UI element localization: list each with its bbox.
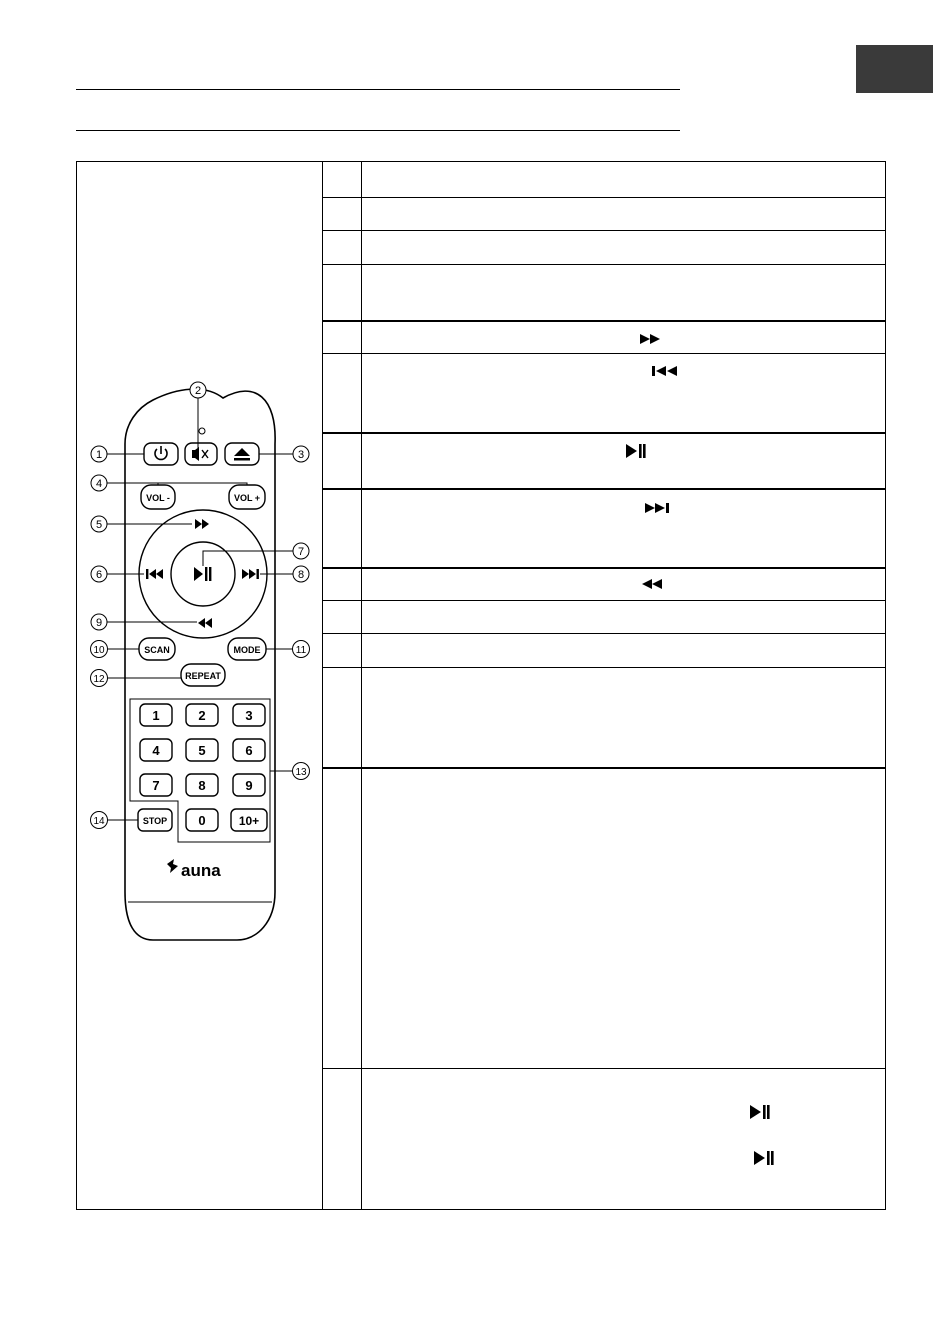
callout-3 — [293, 446, 309, 462]
row-divider — [323, 353, 885, 354]
remote-control-illustration — [77, 162, 323, 1211]
callout-1 — [91, 446, 107, 462]
digit-5-button[interactable] — [186, 739, 218, 761]
digit-2-button[interactable] — [186, 704, 218, 726]
callout-4 — [91, 475, 107, 491]
callout-11 — [293, 641, 310, 658]
row-divider — [323, 197, 885, 198]
svg-text:9: 9 — [95, 617, 103, 629]
svg-text:8: 8 — [297, 569, 305, 581]
callout-14 — [91, 812, 108, 829]
play-pause-icon — [753, 1150, 775, 1166]
row-divider — [323, 320, 885, 322]
controls-table — [76, 161, 886, 1210]
row-divider — [323, 1068, 885, 1069]
play-pause-icon — [625, 443, 647, 459]
svg-text:0: 0 — [198, 813, 206, 828]
fast-forward-icon — [638, 332, 664, 346]
play-pause-icon — [749, 1104, 771, 1120]
volume-up-button[interactable] — [229, 485, 265, 509]
scan-button[interactable] — [139, 638, 175, 660]
digit-0-button[interactable] — [186, 809, 218, 831]
svg-text:10: 10 — [93, 645, 105, 656]
row-divider — [323, 488, 885, 490]
row-divider — [323, 767, 885, 769]
svg-text:1: 1 — [95, 449, 103, 461]
repeat-label: REPEAT — [185, 671, 221, 681]
svg-text:2: 2 — [198, 708, 206, 723]
heading-rule-top — [76, 89, 680, 90]
volume-down-label: VOL - — [146, 493, 170, 503]
svg-text:2: 2 — [194, 385, 202, 397]
mode-button[interactable] — [228, 638, 266, 660]
stop-label: STOP — [142, 816, 168, 826]
row-divider — [323, 230, 885, 231]
volume-up-label: VOL + — [233, 493, 261, 503]
scan-label: SCAN — [144, 645, 170, 655]
svg-text:13: 13 — [295, 767, 307, 778]
ir-led-icon — [199, 428, 205, 434]
svg-text:1: 1 — [152, 708, 160, 723]
heading-rule-bottom — [76, 130, 680, 131]
callout-5 — [91, 516, 107, 532]
row-divider — [323, 633, 885, 634]
stop-button[interactable] — [138, 809, 172, 831]
digit-7-button[interactable] — [140, 774, 172, 796]
row-divider — [323, 432, 885, 434]
digit-3-button[interactable] — [233, 704, 265, 726]
svg-text:3: 3 — [297, 449, 305, 461]
svg-text:6: 6 — [245, 743, 253, 758]
row-divider — [323, 567, 885, 569]
svg-text:6: 6 — [95, 569, 103, 581]
callout-7 — [293, 543, 309, 559]
row-divider — [323, 667, 885, 668]
digit-9-button[interactable] — [233, 774, 265, 796]
svg-text:10+: 10+ — [238, 814, 260, 828]
repeat-button[interactable] — [181, 664, 225, 686]
svg-text:7: 7 — [297, 546, 305, 558]
remote-illustration-cell — [77, 162, 323, 1209]
eject-button[interactable] — [225, 443, 259, 465]
svg-text:11: 11 — [295, 645, 307, 656]
callout-6 — [91, 566, 107, 582]
digit-10-plus-button[interactable] — [231, 809, 267, 831]
previous-track-icon — [651, 364, 683, 378]
callout-10 — [91, 641, 108, 658]
callout-12 — [91, 670, 108, 687]
svg-text:5: 5 — [198, 743, 206, 758]
svg-text:14: 14 — [93, 816, 105, 827]
brand-name: auna — [181, 861, 221, 880]
svg-text:12: 12 — [93, 674, 105, 685]
row-divider — [323, 264, 885, 265]
svg-text:4: 4 — [95, 478, 103, 490]
mute-button[interactable] — [185, 443, 217, 465]
callout-9 — [91, 614, 107, 630]
language-tab — [856, 45, 933, 93]
svg-text:9: 9 — [245, 778, 253, 793]
next-track-icon — [644, 501, 676, 515]
digit-4-button[interactable] — [140, 739, 172, 761]
volume-down-button[interactable] — [141, 485, 175, 509]
callout-2 — [190, 382, 206, 398]
svg-text:8: 8 — [198, 778, 206, 793]
row-divider — [323, 600, 885, 601]
rewind-icon — [640, 577, 666, 591]
svg-text:4: 4 — [152, 743, 160, 758]
callout-13 — [293, 763, 310, 780]
callout-8 — [293, 566, 309, 582]
svg-text:7: 7 — [152, 778, 160, 793]
digit-1-button[interactable] — [140, 704, 172, 726]
digit-8-button[interactable] — [186, 774, 218, 796]
svg-text:5: 5 — [95, 519, 103, 531]
power-button[interactable] — [144, 443, 178, 465]
mode-label: MODE — [233, 645, 261, 655]
digit-6-button[interactable] — [233, 739, 265, 761]
svg-text:3: 3 — [245, 708, 253, 723]
